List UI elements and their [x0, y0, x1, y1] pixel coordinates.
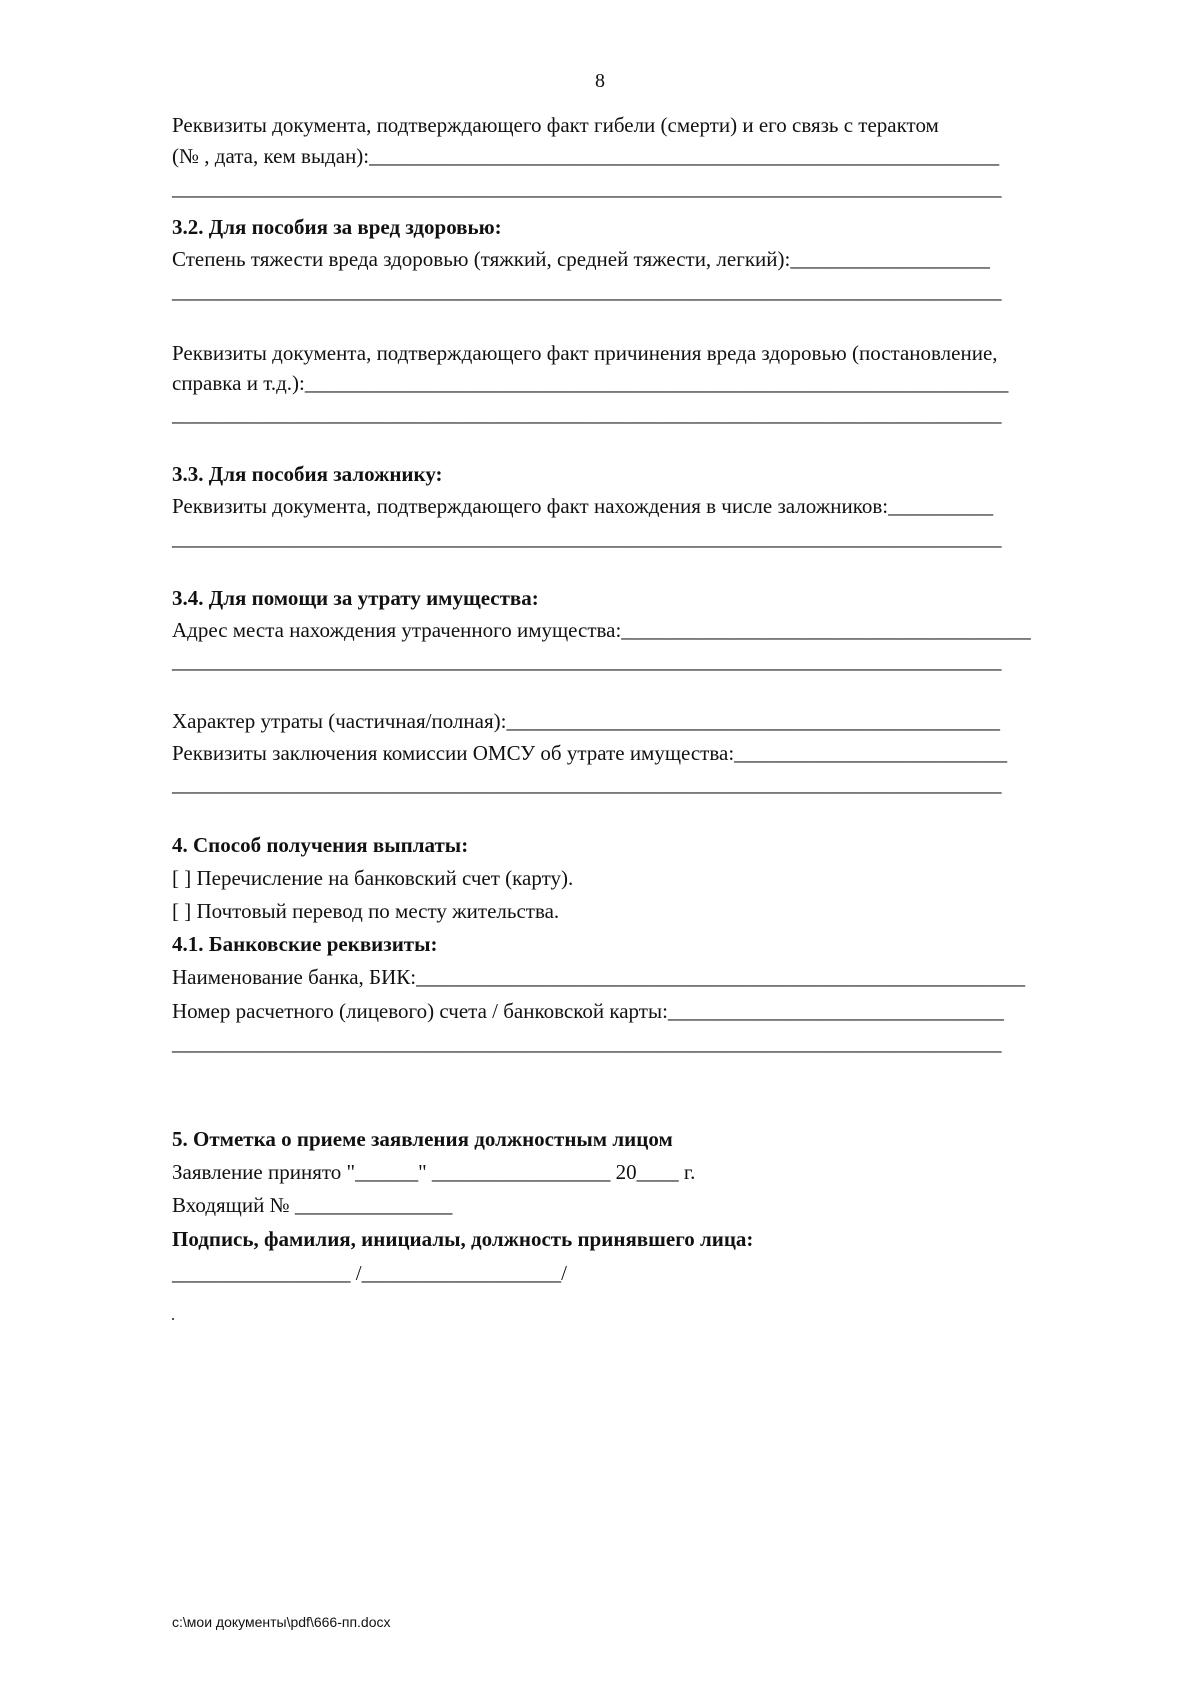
s4-option-post: [ ] Почтовый перевод по месту жительства.	[172, 899, 560, 923]
s34-address-line-1: Адрес места нахождения утраченного имущества:_______________________________________	[172, 618, 1031, 642]
s41-account-line-2: _______________________________________________________________________________	[172, 1031, 1002, 1055]
s41-bank-name-line: Наименование банка, БИК:__________________________________________________________	[172, 965, 1026, 989]
s5-heading: 5. Отметка о приеме заявления должностным лицом	[172, 1127, 673, 1151]
s31-req-line-2: (№ , дата, кем выдан):____________________________________________________________	[172, 144, 1000, 168]
s41-heading: 4.1. Банковские реквизиты:	[172, 932, 438, 956]
s32-req-line-2: справка и т.д.):___________________________________________________________________	[172, 371, 1009, 395]
s34-address-line-2: _______________________________________________________________________________	[172, 649, 1002, 673]
s5-signature-line: _________________ /___________________/	[172, 1261, 567, 1285]
stray-dot	[172, 1318, 174, 1320]
s34-heading: 3.4. Для помощи за утрату имущества:	[172, 586, 539, 610]
s5-accepted-line: Заявление принято "______" _________________ 20____ г.	[172, 1160, 696, 1184]
s41-account-line-1: Номер расчетного (лицевого) счета / банковской карты:________________________________	[172, 999, 1004, 1023]
s33-req-line-2: _______________________________________________________________________________	[172, 526, 1002, 550]
s31-req-line-3: _______________________________________________________________________________	[172, 176, 1002, 200]
page-number: 8	[595, 70, 605, 92]
s34-loss-type-line: Характер утраты (частичная/полная):_______________________________________________	[172, 709, 1000, 733]
s5-incoming-line: Входящий № _______________	[172, 1193, 453, 1217]
footer-file-path: c:\мои документы\pdf\666-пп.docx	[172, 1614, 391, 1630]
s32-heading: 3.2. Для пособия за вред здоровью:	[172, 215, 502, 239]
s32-severity-line-2: _______________________________________________________________________________	[172, 279, 1002, 303]
s32-severity-line: Степень тяжести вреда здоровью (тяжкий, средней тяжести, легкий):___________________	[172, 247, 990, 271]
s4-heading: 4. Способ получения выплаты:	[172, 833, 469, 857]
s5-signature-heading: Подпись, фамилия, инициалы, должность принявшего лица:	[172, 1227, 754, 1251]
s4-option-bank: [ ] Перечисление на банковский счет (карту).	[172, 866, 574, 890]
s31-req-line-1: Реквизиты документа, подтверждающего факт гибели (смерти) и его связь с терактом	[172, 113, 939, 137]
s32-req-line-3: _______________________________________________________________________________	[172, 402, 1002, 426]
s32-req-line-1: Реквизиты документа, подтверждающего факт причинения вреда здоровью (постановление,	[172, 341, 998, 365]
s34-commission-line-1: Реквизиты заключения комиссии ОМСУ об утрате имущества:__________________________	[172, 741, 1008, 765]
s33-heading: 3.3. Для пособия заложнику:	[172, 462, 443, 486]
s34-commission-line-2: _______________________________________________________________________________	[172, 772, 1002, 796]
s33-req-line-1: Реквизиты документа, подтверждающего факт нахождения в числе заложников:__________	[172, 494, 994, 518]
